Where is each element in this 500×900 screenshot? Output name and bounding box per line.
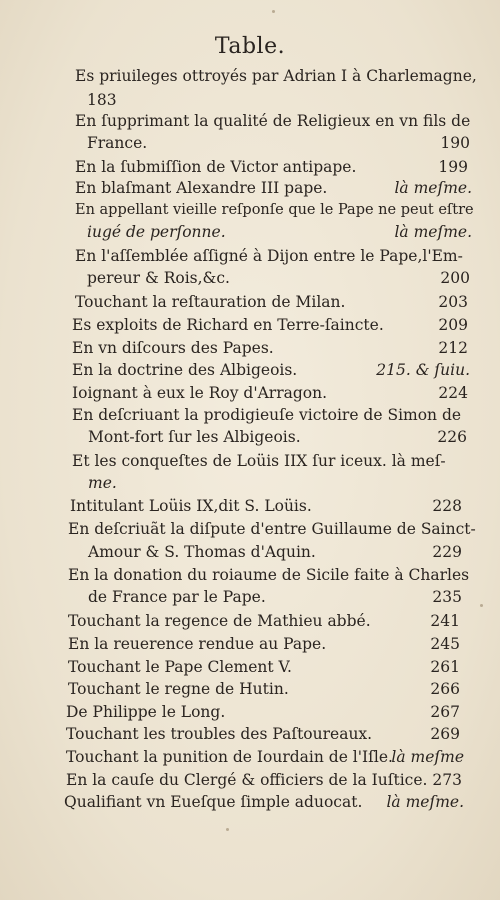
entry-text-line-1: En deſcriuant la prodigieuſe victoire de Simon de xyxy=(72,406,462,424)
entry-page-number: 261 xyxy=(430,658,460,676)
entry-page-number: 183 xyxy=(87,91,117,109)
entry-text-line-1: Touchant le regne de Hutin. xyxy=(68,680,289,698)
entry-page-number: 200 xyxy=(440,269,470,287)
entry-text-line-2: de France par le Pape. xyxy=(88,588,266,606)
entry-text-line-1: Es exploits de Richard en Terre-ſaincte. xyxy=(72,316,384,334)
entry-text-line-1: Touchant le Pape Clement V. xyxy=(68,658,292,676)
entry-text-line-1: Es priuileges ottroyés par Adrian I à Charlemagne, xyxy=(75,67,477,85)
entry-page-number: 215. & ſuiu. xyxy=(376,361,470,379)
entry-text-line-1: En la cauſe du Clergé & officiers de la Iuſtice. xyxy=(66,771,428,789)
entry-text-line-2: pereur & Rois,&c. xyxy=(87,269,230,287)
entry-page-number: 226 xyxy=(437,428,467,446)
entry-page-number: là meſme. xyxy=(394,223,472,241)
entry-page-number: 245 xyxy=(430,635,460,653)
entry-page-number: là meſme xyxy=(391,748,464,766)
entry-text-line-2: me. xyxy=(88,474,117,492)
entry-text-line-1: Touchant la reſtauration de Milan. xyxy=(75,293,346,311)
entry-text-line-1: Et les conqueſtes de Loüis IIX ſur iceux. là meſ- xyxy=(72,452,446,470)
entry-text-line-1: Qualifiant vn Eueſque ſimple aduocat. xyxy=(64,793,363,811)
entry-page-number: 229 xyxy=(432,543,462,561)
entry-text-line-1: En l'aſſemblée aſſigné à Dijon entre le Pape,l'Em- xyxy=(75,247,463,265)
entry-page-number: 228 xyxy=(432,497,462,515)
entry-text-line-2: Amour & S. Thomas d'Aquin. xyxy=(88,543,316,561)
entry-page-number: 266 xyxy=(430,680,460,698)
paper-speck xyxy=(480,604,483,607)
entry-page-number: 212 xyxy=(438,339,468,357)
entry-text-line-1: Ioignant à eux le Roy d'Arragon. xyxy=(72,384,328,402)
entry-text-line-1: En la doctrine des Albigeois. xyxy=(72,361,298,379)
entry-text-line-1: En deſcriuãt la diſpute d'entre Guillaume de Sainct- xyxy=(68,520,476,538)
entry-page-number: 190 xyxy=(440,134,470,152)
entry-text-line-1: Touchant la punition de Iourdain de l'Iſle. xyxy=(66,748,393,766)
entry-text-line-1: Touchant la regence de Mathieu abbé. xyxy=(68,612,371,630)
entry-page-number: 241 xyxy=(430,612,460,630)
entry-page-number: 209 xyxy=(438,316,468,334)
entry-text-line-2: Mont-fort ſur les Albigeois. xyxy=(88,428,301,446)
entry-text-line-1: En la ſubmiſſion de Victor antipape. xyxy=(75,158,357,176)
entry-text-line-1: En la donation du roiaume de Sicile faite à Charles xyxy=(68,566,470,584)
entry-text-line-2: France. xyxy=(87,134,148,152)
entry-text-line-2: iugé de perſonne. xyxy=(87,223,226,241)
entry-text-line-1: Touchant les troubles des Paſtoureaux. xyxy=(66,725,373,743)
entry-text-line-1: Intitulant Loüis IX,dit S. Loüis. xyxy=(70,497,312,515)
entry-text-line-1: En vn diſcours des Papes. xyxy=(72,339,274,357)
entry-text-line-1: De Philippe le Long. xyxy=(66,703,226,721)
entry-text-line-1: En la reuerence rendue au Pape. xyxy=(68,635,327,653)
paper-speck xyxy=(272,10,275,13)
entry-page-number: là meſme. xyxy=(394,179,472,197)
entry-page-number: 273 xyxy=(432,771,462,789)
entry-page-number: 224 xyxy=(438,384,468,402)
entry-text-line-1: En appellant vieille reſponſe que le Pape ne peut eſtre xyxy=(75,202,474,218)
entry-page-number: 203 xyxy=(438,293,468,311)
entry-page-number: 235 xyxy=(432,588,462,606)
entry-page-number: 269 xyxy=(430,725,460,743)
entry-page-number: là meſme. xyxy=(386,793,464,811)
page-title: Table. xyxy=(214,34,286,59)
entry-page-number: 199 xyxy=(438,158,468,176)
entry-text-line-1: En blaſmant Alexandre III pape. xyxy=(75,179,328,197)
entry-page-number: 267 xyxy=(430,703,460,721)
paper-speck xyxy=(226,828,229,831)
entry-text-line-1: En ſupprimant la qualité de Religieux en vn fils de xyxy=(75,112,471,130)
